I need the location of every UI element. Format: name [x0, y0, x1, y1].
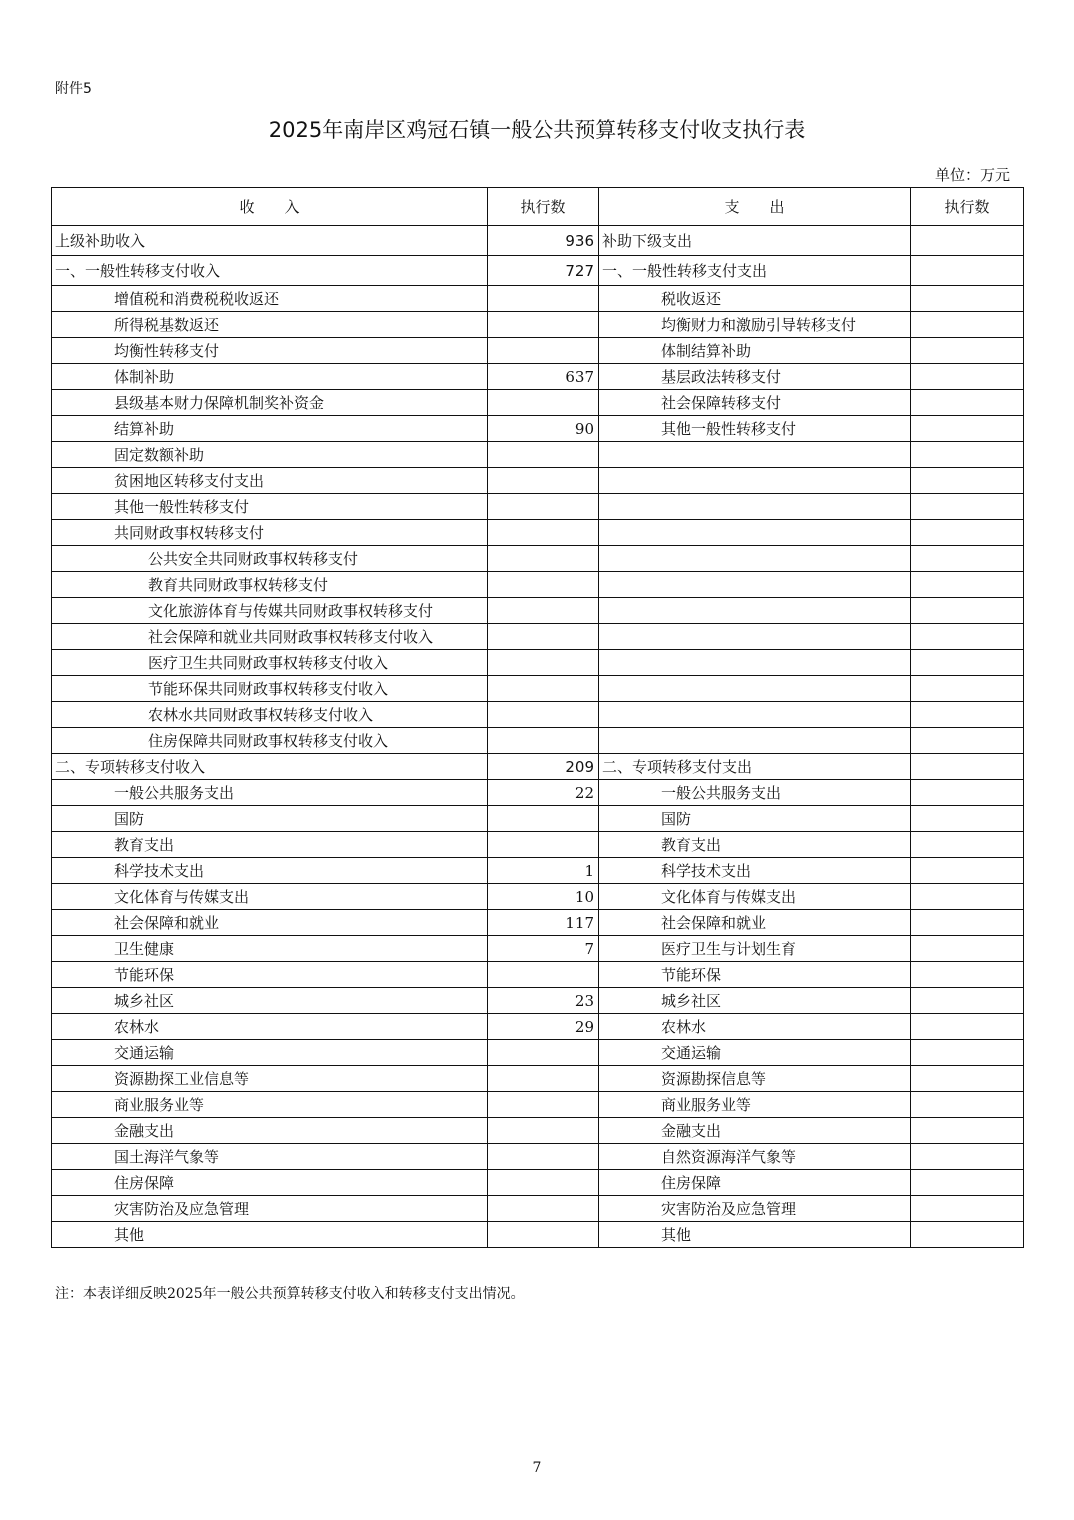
expense-value-cell [911, 962, 1024, 988]
table-row [52, 988, 1024, 1014]
expense-item-cell: 科学技术支出 [599, 858, 911, 884]
attachment-label: 附件5 [55, 81, 92, 97]
income-item-cell: 农林水 [52, 1014, 488, 1040]
income-item-cell: 二、专项转移支付收入 [52, 754, 488, 780]
income-item-cell: 金融支出 [52, 1118, 488, 1144]
expense-value-cell [911, 1196, 1024, 1222]
table-row [52, 546, 1024, 572]
expense-item-cell [599, 468, 911, 494]
income-item-cell: 科学技术支出 [52, 858, 488, 884]
income-value-cell [488, 650, 599, 676]
income-item-cell: 住房保障共同财政事权转移支付收入 [52, 728, 488, 754]
income-item-cell: 交通运输 [52, 1040, 488, 1066]
income-value-cell [488, 1092, 599, 1118]
income-item-cell: 社会保障和就业 [52, 910, 488, 936]
expense-value-cell [911, 832, 1024, 858]
expense-item-cell: 其他一般性转移支付 [599, 416, 911, 442]
table-row [52, 832, 1024, 858]
income-item-cell: 社会保障和就业共同财政事权转移支付收入 [52, 624, 488, 650]
table-row [52, 858, 1024, 884]
expense-item-cell: 国防 [599, 806, 911, 832]
table-row [52, 910, 1024, 936]
expense-item-cell: 住房保障 [599, 1170, 911, 1196]
expense-item-cell [599, 624, 911, 650]
expense-item-cell [599, 728, 911, 754]
table-row [52, 256, 1024, 286]
expense-item-cell: 体制结算补助 [599, 338, 911, 364]
income-item-cell: 住房保障 [52, 1170, 488, 1196]
expense-value-cell [911, 650, 1024, 676]
income-value-cell [488, 468, 599, 494]
income-item-cell: 固定数额补助 [52, 442, 488, 468]
expense-item-cell [599, 494, 911, 520]
income-value-cell [488, 1222, 599, 1248]
expense-value-cell [911, 676, 1024, 702]
header-expense-value: 执行数 [911, 188, 1024, 226]
income-item-cell: 共同财政事权转移支付 [52, 520, 488, 546]
income-item-cell: 其他 [52, 1222, 488, 1248]
income-value-cell [488, 546, 599, 572]
expense-item-cell: 城乡社区 [599, 988, 911, 1014]
table-note: 注：本表详细反映2025年一般公共预算转移支付收入和转移支付支出情况。 [55, 1286, 525, 1302]
expense-item-cell: 均衡财力和激励引导转移支付 [599, 312, 911, 338]
expense-value-cell [911, 468, 1024, 494]
expense-value-cell [911, 702, 1024, 728]
table-row [52, 1092, 1024, 1118]
expense-item-cell: 自然资源海洋气象等 [599, 1144, 911, 1170]
table-row [52, 338, 1024, 364]
income-value-cell [488, 1196, 599, 1222]
income-value-cell [488, 390, 599, 416]
expense-value-cell [911, 312, 1024, 338]
expense-value-cell [911, 1092, 1024, 1118]
income-value-cell [488, 1040, 599, 1066]
expense-item-cell: 节能环保 [599, 962, 911, 988]
income-item-cell: 节能环保 [52, 962, 488, 988]
income-item-cell: 医疗卫生共同财政事权转移支付收入 [52, 650, 488, 676]
expense-value-cell [911, 754, 1024, 780]
table-row [52, 520, 1024, 546]
table-row [52, 1040, 1024, 1066]
income-item-cell: 教育支出 [52, 832, 488, 858]
income-value-cell [488, 598, 599, 624]
income-value-cell [488, 338, 599, 364]
income-item-cell: 城乡社区 [52, 988, 488, 1014]
expense-value-cell [911, 1144, 1024, 1170]
expense-value-cell [911, 1014, 1024, 1040]
table-row [52, 572, 1024, 598]
expense-item-cell [599, 546, 911, 572]
expense-item-cell: 教育支出 [599, 832, 911, 858]
table-row [52, 1144, 1024, 1170]
expense-value-cell [911, 572, 1024, 598]
expense-value-cell [911, 338, 1024, 364]
expense-value-cell [911, 1170, 1024, 1196]
table-body [52, 226, 1024, 1248]
header-income-value: 执行数 [488, 188, 599, 226]
expense-item-cell: 社会保障转移支付 [599, 390, 911, 416]
income-item-cell: 所得税基数返还 [52, 312, 488, 338]
table-row [52, 1014, 1024, 1040]
income-value-cell [488, 312, 599, 338]
income-item-cell: 体制补助 [52, 364, 488, 390]
expense-value-cell [911, 390, 1024, 416]
expense-item-cell [599, 702, 911, 728]
table-row [52, 884, 1024, 910]
income-item-cell: 农林水共同财政事权转移支付收入 [52, 702, 488, 728]
expense-item-cell: 金融支出 [599, 1118, 911, 1144]
income-value-cell: 10 [488, 884, 599, 910]
table-row [52, 806, 1024, 832]
income-item-cell: 卫生健康 [52, 936, 488, 962]
page-number: 7 [532, 1460, 542, 1476]
expense-item-cell [599, 520, 911, 546]
expense-value-cell [911, 442, 1024, 468]
expense-item-cell [599, 572, 911, 598]
expense-item-cell: 交通运输 [599, 1040, 911, 1066]
expense-value-cell [911, 884, 1024, 910]
unit-label: 单位：万元 [934, 166, 1010, 184]
income-value-cell: 22 [488, 780, 599, 806]
income-value-cell: 23 [488, 988, 599, 1014]
income-item-cell: 公共安全共同财政事权转移支付 [52, 546, 488, 572]
income-value-cell [488, 1066, 599, 1092]
expense-item-cell: 二、专项转移支付支出 [599, 754, 911, 780]
income-item-cell: 国防 [52, 806, 488, 832]
income-item-cell: 一、一般性转移支付收入 [52, 256, 488, 286]
expense-value-cell [911, 936, 1024, 962]
table-row [52, 754, 1024, 780]
income-value-cell [488, 1170, 599, 1196]
expense-value-cell [911, 858, 1024, 884]
expense-item-cell [599, 650, 911, 676]
income-item-cell: 文化体育与传媒支出 [52, 884, 488, 910]
income-item-cell: 增值税和消费税税收返还 [52, 286, 488, 312]
expense-item-cell: 资源勘探信息等 [599, 1066, 911, 1092]
expense-item-cell: 基层政法转移支付 [599, 364, 911, 390]
table-header-row [52, 188, 1024, 226]
header-income: 收 入 [52, 188, 488, 226]
income-value-cell [488, 520, 599, 546]
income-value-cell: 1 [488, 858, 599, 884]
income-value-cell: 936 [488, 226, 599, 256]
expense-value-cell [911, 416, 1024, 442]
income-value-cell [488, 624, 599, 650]
expense-item-cell: 一、一般性转移支付支出 [599, 256, 911, 286]
expense-item-cell [599, 676, 911, 702]
transfer-payment-table [51, 187, 1024, 1248]
expense-value-cell [911, 806, 1024, 832]
expense-item-cell: 其他 [599, 1222, 911, 1248]
table-row [52, 780, 1024, 806]
expense-value-cell [911, 494, 1024, 520]
expense-value-cell [911, 910, 1024, 936]
income-item-cell: 贫困地区转移支付支出 [52, 468, 488, 494]
table-row [52, 364, 1024, 390]
income-value-cell: 117 [488, 910, 599, 936]
expense-item-cell [599, 442, 911, 468]
income-item-cell: 结算补助 [52, 416, 488, 442]
income-item-cell: 其他一般性转移支付 [52, 494, 488, 520]
income-value-cell: 7 [488, 936, 599, 962]
table-row [52, 468, 1024, 494]
expense-item-cell: 社会保障和就业 [599, 910, 911, 936]
table-row [52, 728, 1024, 754]
income-value-cell [488, 572, 599, 598]
income-value-cell: 29 [488, 1014, 599, 1040]
header-expense: 支 出 [599, 188, 911, 226]
expense-value-cell [911, 728, 1024, 754]
table-row [52, 598, 1024, 624]
income-item-cell: 上级补助收入 [52, 226, 488, 256]
expense-item-cell: 文化体育与传媒支出 [599, 884, 911, 910]
table-row [52, 286, 1024, 312]
income-item-cell: 国土海洋气象等 [52, 1144, 488, 1170]
income-item-cell: 文化旅游体育与传媒共同财政事权转移支付 [52, 598, 488, 624]
income-item-cell: 一般公共服务支出 [52, 780, 488, 806]
expense-item-cell: 税收返还 [599, 286, 911, 312]
expense-value-cell [911, 546, 1024, 572]
expense-item-cell: 灾害防治及应急管理 [599, 1196, 911, 1222]
table-row [52, 1118, 1024, 1144]
expense-item-cell: 医疗卫生与计划生育 [599, 936, 911, 962]
expense-item-cell: 农林水 [599, 1014, 911, 1040]
income-value-cell: 727 [488, 256, 599, 286]
expense-value-cell [911, 1118, 1024, 1144]
expense-item-cell: 商业服务业等 [599, 1092, 911, 1118]
income-value-cell [488, 832, 599, 858]
table-row [52, 226, 1024, 256]
expense-value-cell [911, 1066, 1024, 1092]
table-row [52, 494, 1024, 520]
expense-value-cell [911, 624, 1024, 650]
income-value-cell [488, 702, 599, 728]
income-value-cell [488, 1144, 599, 1170]
income-value-cell [488, 962, 599, 988]
income-value-cell [488, 442, 599, 468]
table-row [52, 1170, 1024, 1196]
expense-value-cell [911, 1222, 1024, 1248]
income-item-cell: 资源勘探工业信息等 [52, 1066, 488, 1092]
expense-value-cell [911, 988, 1024, 1014]
table-row [52, 676, 1024, 702]
income-item-cell: 教育共同财政事权转移支付 [52, 572, 488, 598]
table-row [52, 650, 1024, 676]
income-value-cell [488, 676, 599, 702]
income-value-cell [488, 728, 599, 754]
expense-value-cell [911, 364, 1024, 390]
expense-value-cell [911, 780, 1024, 806]
income-item-cell: 商业服务业等 [52, 1092, 488, 1118]
table-row [52, 390, 1024, 416]
income-value-cell: 637 [488, 364, 599, 390]
table-row [52, 1196, 1024, 1222]
table-row [52, 624, 1024, 650]
expense-value-cell [911, 256, 1024, 286]
expense-item-cell [599, 598, 911, 624]
income-item-cell: 节能环保共同财政事权转移支付收入 [52, 676, 488, 702]
table-row [52, 962, 1024, 988]
income-value-cell: 90 [488, 416, 599, 442]
table-row [52, 442, 1024, 468]
table-row [52, 312, 1024, 338]
income-item-cell: 均衡性转移支付 [52, 338, 488, 364]
expense-value-cell [911, 226, 1024, 256]
income-value-cell: 209 [488, 754, 599, 780]
expense-value-cell [911, 598, 1024, 624]
expense-value-cell [911, 286, 1024, 312]
income-value-cell [488, 1118, 599, 1144]
expense-value-cell [911, 1040, 1024, 1066]
income-item-cell: 县级基本财力保障机制奖补资金 [52, 390, 488, 416]
income-value-cell [488, 806, 599, 832]
table-row [52, 1066, 1024, 1092]
table-row [52, 936, 1024, 962]
income-value-cell [488, 286, 599, 312]
table-row [52, 702, 1024, 728]
expense-value-cell [911, 520, 1024, 546]
table-row [52, 1222, 1024, 1248]
document-title: 2025年南岸区鸡冠石镇一般公共预算转移支付收支执行表 [268, 118, 806, 142]
expense-item-cell: 一般公共服务支出 [599, 780, 911, 806]
income-item-cell: 灾害防治及应急管理 [52, 1196, 488, 1222]
income-value-cell [488, 494, 599, 520]
expense-item-cell: 补助下级支出 [599, 226, 911, 256]
table-row [52, 416, 1024, 442]
